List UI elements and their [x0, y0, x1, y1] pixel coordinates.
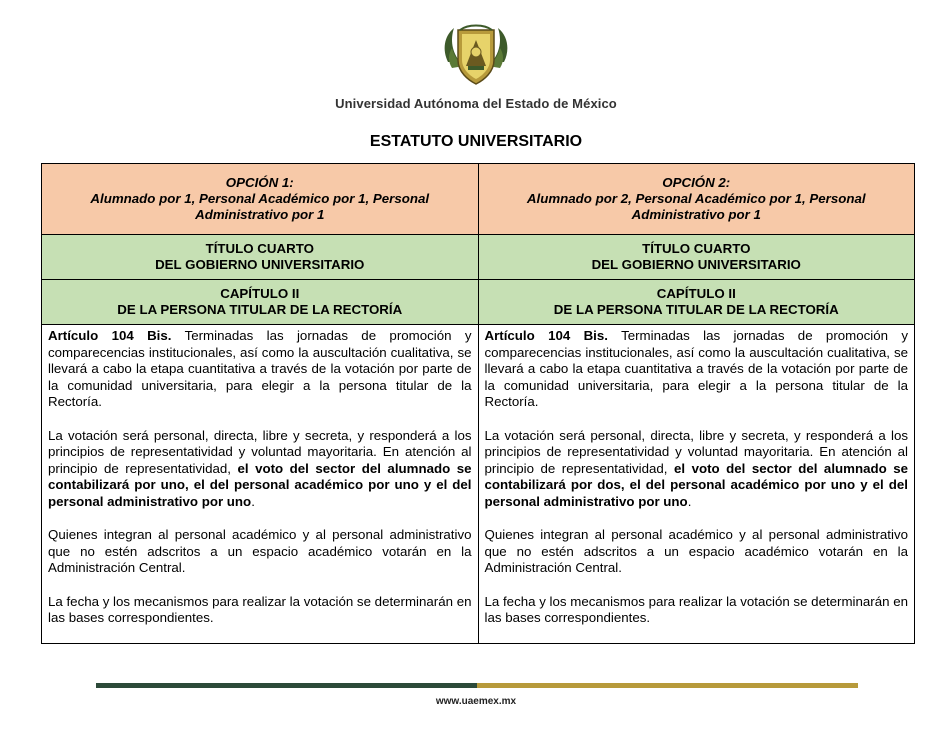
chapter-cell [42, 280, 479, 325]
option-label: OPCIÓN 2: [662, 175, 731, 190]
article-paragraph: Artículo 104 Bis. Terminadas las jornadas de promoción y comparecencias institucionales, así como la auscultación cualitativa, se llevará a cabo la etapa cuantitativa a través de la votación por parte de la comunidad universitaria, para elegir a la persona titular de la Rectoría. [48, 328, 472, 410]
chapter-cell [478, 280, 915, 325]
vote-weight-text: el voto del sector del alumnado se contabilizará por dos, el del personal académico por uno y el del personal administrativo por uno [484, 460, 908, 509]
article-paragraph: La votación será personal, directa, libre y secreta, y responderá a los principios de representatividad y voluntad mayoritaria. En atención al principio de representatividad, el voto del sector del alumnado se contabilizará por dos, el del personal académico por uno y el del personal administrativo por uno. [484, 427, 908, 509]
article-text-option-2 [478, 325, 915, 644]
option-label: OPCIÓN 1: [225, 175, 294, 190]
footer-url: www.uaemex.mx [435, 696, 517, 707]
chapter-line: CAPÍTULO II [220, 286, 300, 301]
comparison-table [41, 163, 915, 644]
option-1-header [42, 164, 479, 235]
chapter-line: CAPÍTULO II [656, 286, 736, 301]
title-cell [478, 235, 915, 280]
title-line: DEL GOBIERNO UNIVERSITARIO [591, 257, 801, 272]
logo [0, 22, 952, 93]
article-paragraph: La fecha y los mecanismos para realizar la votación se determinarán en las bases correspondientes. [48, 593, 472, 626]
article-paragraph: Quienes integran al personal académico y al personal administrativo que no estén adscritos a un espacio académico votarán en la Administración Central. [48, 527, 472, 576]
vote-weight-text: el voto del sector del alumnado se contabilizará por uno, el del personal académico por uno y el del personal administrativo por uno [48, 460, 472, 509]
option-2-header [478, 164, 915, 235]
article-text-option-1 [42, 325, 479, 644]
document-title: ESTATUTO UNIVERSITARIO [369, 133, 583, 150]
title-line: TÍTULO CUARTO [642, 241, 751, 256]
article-paragraph: Artículo 104 Bis. Terminadas las jornadas de promoción y comparecencias institucionales, así como la auscultación cualitativa, se llevará a cabo la etapa cuantitativa a través de la votación por parte de la comunidad universitaria, para elegir a la persona titular de la Rectoría. [484, 328, 908, 410]
university-name: Universidad Autónoma del Estado de México [335, 96, 617, 111]
article-row [42, 325, 915, 644]
title-row [42, 235, 915, 280]
chapter-line: DE LA PERSONA TITULAR DE LA RECTORÍA [553, 302, 839, 317]
footer-divider [96, 683, 858, 688]
title-line: DEL GOBIERNO UNIVERSITARIO [155, 257, 365, 272]
article-label: Artículo 104 Bis. [484, 328, 608, 343]
chapter-row [42, 280, 915, 325]
article-paragraph: Quienes integran al personal académico y al personal administrativo que no estén adscritos a un espacio académico votarán en la Administración Central. [484, 527, 908, 576]
chapter-line: DE LA PERSONA TITULAR DE LA RECTORÍA [117, 302, 403, 317]
title-cell [42, 235, 479, 280]
article-label: Artículo 104 Bis. [48, 328, 172, 343]
option-row [42, 164, 915, 235]
title-line: TÍTULO CUARTO [205, 241, 314, 256]
option-description: Alumnado por 1, Personal Académico por 1, Personal Administrativo por 1 [90, 191, 430, 222]
uaemex-shield-icon [438, 22, 514, 88]
article-paragraph: La fecha y los mecanismos para realizar la votación se determinarán en las bases correspondientes. [484, 593, 909, 626]
article-paragraph: La votación será personal, directa, libre y secreta, y responderá a los principios de representatividad y voluntad mayoritaria. En atención al principio de representatividad, el voto del sector del alumnado se contabilizará por uno, el del personal académico por uno y el del personal administrativo por uno. [48, 427, 472, 509]
option-description: Alumnado por 2, Personal Académico por 1, Personal Administrativo por 1 [526, 191, 866, 222]
